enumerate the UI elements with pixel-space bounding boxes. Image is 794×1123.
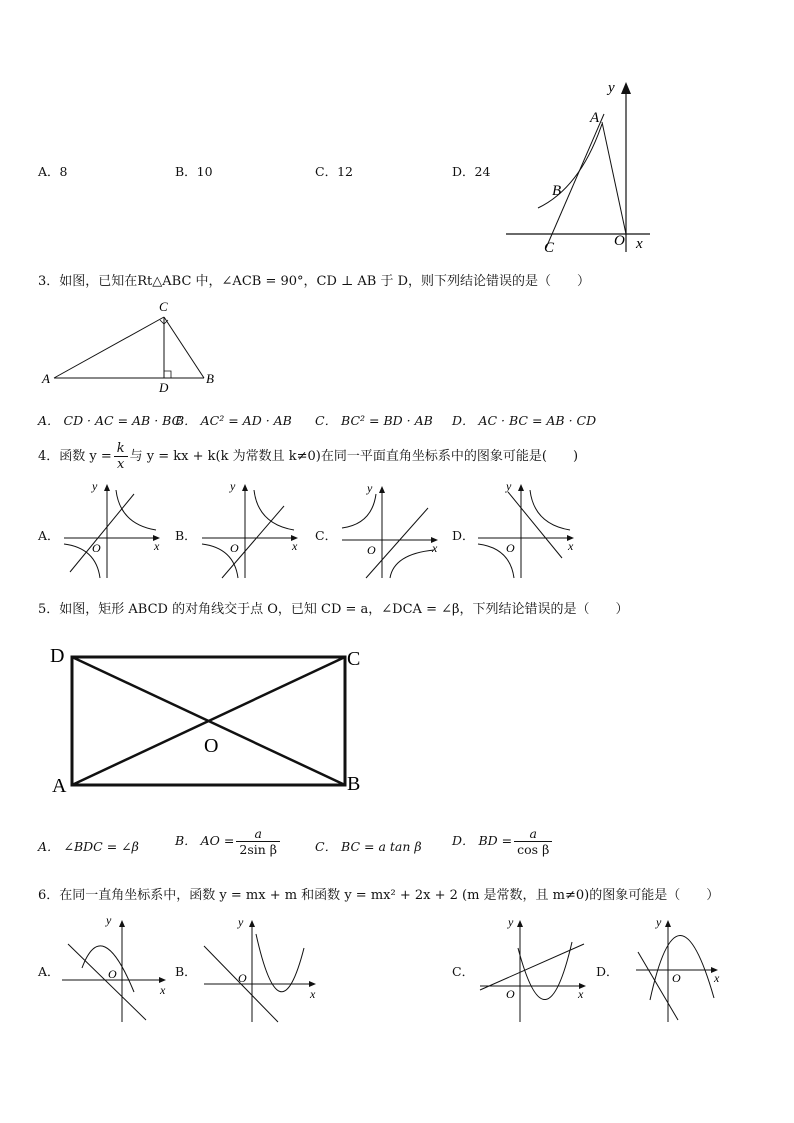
q6-option-a-label: A．	[38, 964, 60, 979]
q6d-y: y	[656, 915, 662, 929]
q5-label-d: D	[50, 645, 65, 667]
q6a-x: x	[160, 983, 166, 997]
q5-option-b-pre: B． AO =	[175, 833, 235, 848]
q6-graph-c	[476, 912, 596, 1024]
q3-option-a: A． CD · AC = AB · BC	[38, 413, 182, 428]
q3-stem: 3．如图，已知在Rt△ABC 中，∠ACB = 90°，CD ⊥ AB 于 D，则下列结论错误的是（ ）	[38, 274, 591, 289]
q5-option-b	[175, 826, 282, 857]
q6-stem: 6．在同一直角坐标系中，函数 y = mx + m 和函数 y = mx² + 2x + 2 (m 是常数，且 m≠0)的图象可能是（ ）	[38, 888, 720, 903]
q3-option-b: B． AC² = AD · AB	[175, 413, 292, 428]
q5-label-o: O	[204, 735, 219, 757]
q4-stem-pre: 4．函数 y =	[38, 449, 112, 464]
q2-y-label: y	[608, 80, 615, 96]
q4-graph-d	[474, 478, 584, 582]
q4d-y: y	[506, 479, 512, 493]
q3-triangle-figure	[40, 298, 230, 396]
q4b-y: y	[230, 479, 236, 493]
q2-label-c: C	[544, 240, 555, 256]
q4d-x: x	[568, 539, 574, 553]
q5-option-d-pre: D． BD =	[452, 833, 513, 848]
q3-label-c: C	[159, 299, 168, 314]
q6-option-b-label: B．	[175, 964, 197, 979]
q2-option-a: A．8	[38, 164, 68, 179]
q4-graph-b	[198, 478, 308, 582]
q6-graph-a	[60, 912, 180, 1024]
q4-option-c-label: C．	[315, 528, 338, 543]
q4-graph-c	[338, 478, 448, 582]
q4b-o: O	[230, 541, 239, 555]
q5-d-num: a	[514, 826, 552, 842]
q4-option-b-label: B．	[175, 528, 197, 543]
q2-x-label: x	[636, 236, 643, 252]
q6c-x: x	[578, 987, 584, 1001]
q5-option-d-frac	[514, 826, 552, 857]
q5-b-num: a	[236, 826, 280, 842]
q2-option-c: C．12	[315, 164, 353, 179]
q4-stem-post: 与 y = kx + k(k 为常数且 k≠0)在同一平面直角坐标系中的图象可能是( )	[129, 449, 579, 464]
q4-option-a-label: A．	[38, 528, 60, 543]
q4-frac-num: k	[114, 441, 128, 457]
q4c-o: O	[367, 543, 376, 557]
q2-label-o: O	[614, 233, 625, 249]
q5-option-c: C． BC = a tan β	[315, 839, 422, 854]
q5-b-den: 2sin β	[239, 842, 278, 857]
q2-label-b: B	[552, 183, 562, 199]
q5-d-den: cos β	[517, 842, 550, 857]
q4-fraction	[114, 441, 128, 472]
q2-label-a: A	[590, 110, 600, 126]
q5-option-d	[452, 826, 554, 857]
q4-graph-a	[60, 478, 170, 582]
q6-option-c-label: C．	[452, 964, 475, 979]
q5-rectangle-figure	[48, 640, 378, 800]
q6b-x: x	[310, 987, 316, 1001]
q5-stem: 5．如图，矩形 ABCD 的对角线交于点 O，已知 CD = a，∠DCA = ∠β，下列结论错误的是（ ）	[38, 602, 629, 617]
q6d-x: x	[714, 971, 720, 985]
q5-label-b: B	[347, 773, 361, 795]
q3-label-d: D	[159, 380, 169, 395]
q3-label-b: B	[206, 371, 214, 386]
q6d-o: O	[672, 971, 681, 985]
q3-label-a: A	[42, 371, 50, 386]
q3-option-c: C． BC² = BD · AB	[315, 413, 433, 428]
q5-option-b-frac	[236, 826, 280, 857]
q6b-o: O	[238, 971, 247, 985]
q6b-y: y	[238, 915, 244, 929]
q4c-x: x	[432, 541, 438, 555]
q6a-o: O	[108, 967, 117, 981]
q6-option-d-label: D．	[596, 964, 619, 979]
q4a-y: y	[92, 479, 98, 493]
q6c-o: O	[506, 987, 515, 1001]
q5-option-a: A． ∠BDC = ∠β	[38, 839, 139, 854]
q3-option-d: D． AC · BC = AB · CD	[452, 413, 597, 428]
q6-graph-d	[630, 912, 740, 1024]
q6c-y: y	[508, 915, 514, 929]
q4a-o: O	[92, 541, 101, 555]
q4a-x: x	[154, 539, 160, 553]
q4c-y: y	[367, 481, 373, 495]
q2-option-d: D．24	[452, 164, 491, 179]
q2-option-b: B．10	[175, 164, 213, 179]
q4-option-d-label: D．	[452, 528, 475, 543]
q6-graph-b	[200, 912, 330, 1024]
q4b-x: x	[292, 539, 298, 553]
q5-label-a: A	[52, 775, 67, 797]
q2-figure	[500, 78, 660, 258]
q5-label-c: C	[347, 648, 361, 670]
q6a-y: y	[106, 913, 112, 927]
q4-frac-den: x	[117, 457, 125, 472]
q4-stem	[38, 441, 578, 472]
q4d-o: O	[506, 541, 515, 555]
